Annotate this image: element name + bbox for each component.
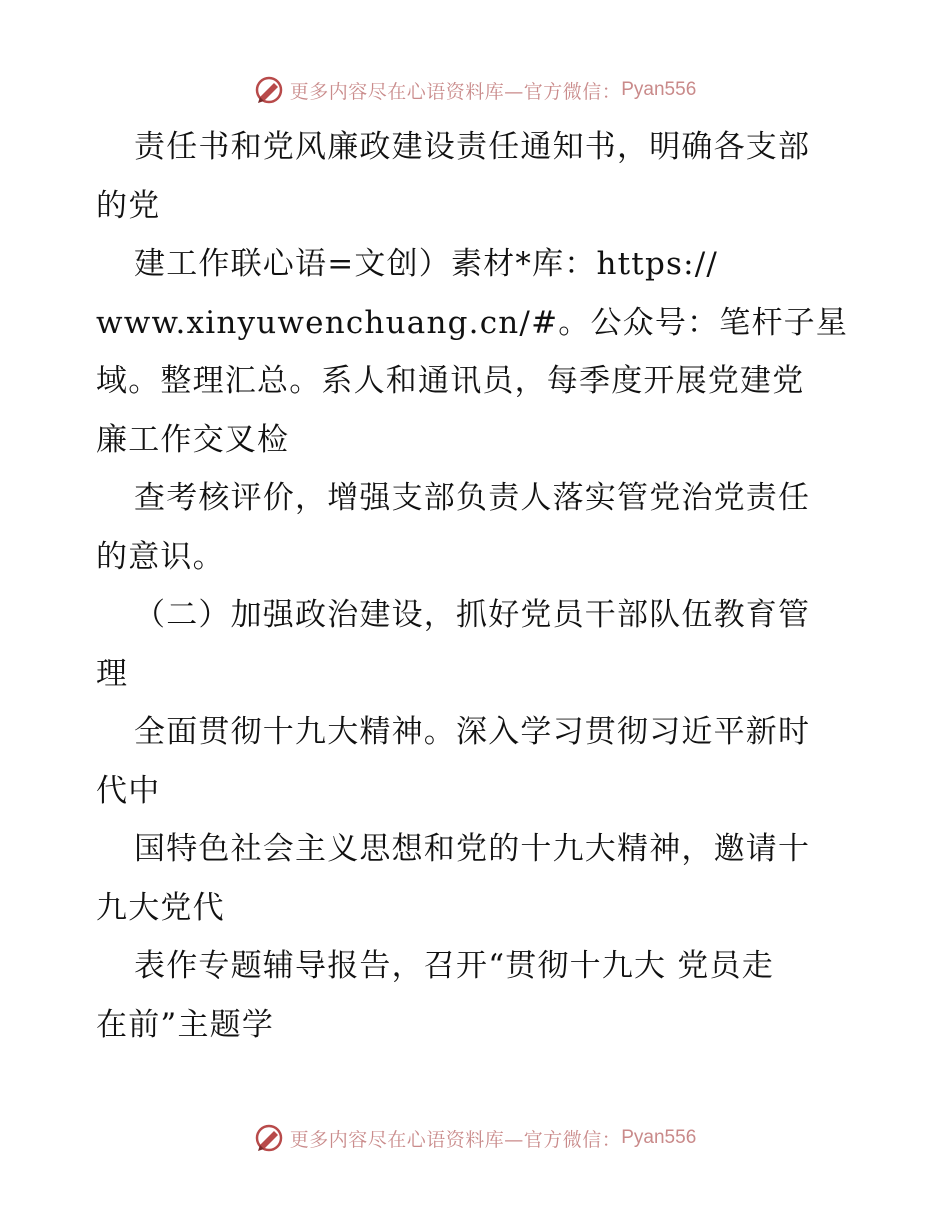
text-line: 域。整理汇总。系人和通讯员，每季度开展党建党 [96,363,805,399]
document-body [96,118,876,1054]
text-line: 责任书和党风廉政建设责任通知书，明确各支部 [134,129,811,165]
text-line: 的意识。 [96,538,225,575]
footer-wechat-id: Pyan556 [621,1127,697,1148]
footer-banner [0,1118,950,1158]
text-line: 廉工作交叉检 [96,421,290,458]
text-line: 九大党代 [96,889,225,926]
text-line: 在前”主题学 [96,1006,275,1043]
text-line: 表作专题辅导报告，召开“贯彻十九大 党员走 [134,948,774,984]
text-line: 国特色社会主义思想和党的十九大精神，邀请十 [134,831,811,867]
text-line: 代中 [96,772,161,809]
text-line: www.xinyuwenchuang.cn/#。公众号：笔杆子星 [96,304,849,341]
text-line: 建工作联心语=文创）素材*库：https:// [134,246,719,282]
text-line: 全面贯彻十九大精神。深入学习贯彻习近平新时 [134,714,811,750]
text-line: 查考核评价，增强支部负责人落实管党治党责任 [134,480,811,516]
pen-logo-icon [254,1123,284,1153]
header-banner [0,70,950,110]
footer-banner-text: 更多内容尽在心语资料库—官方微信： [289,1128,622,1151]
section-heading: （二）加强政治建设，抓好党员干部队伍教育管 [134,597,811,633]
text-line: 的党 [96,187,161,224]
text-line: 理 [96,655,129,692]
header-banner-text: 更多内容尽在心语资料库—官方微信： [289,80,622,103]
pen-logo-icon [254,75,284,105]
header-wechat-id: Pyan556 [621,79,697,100]
